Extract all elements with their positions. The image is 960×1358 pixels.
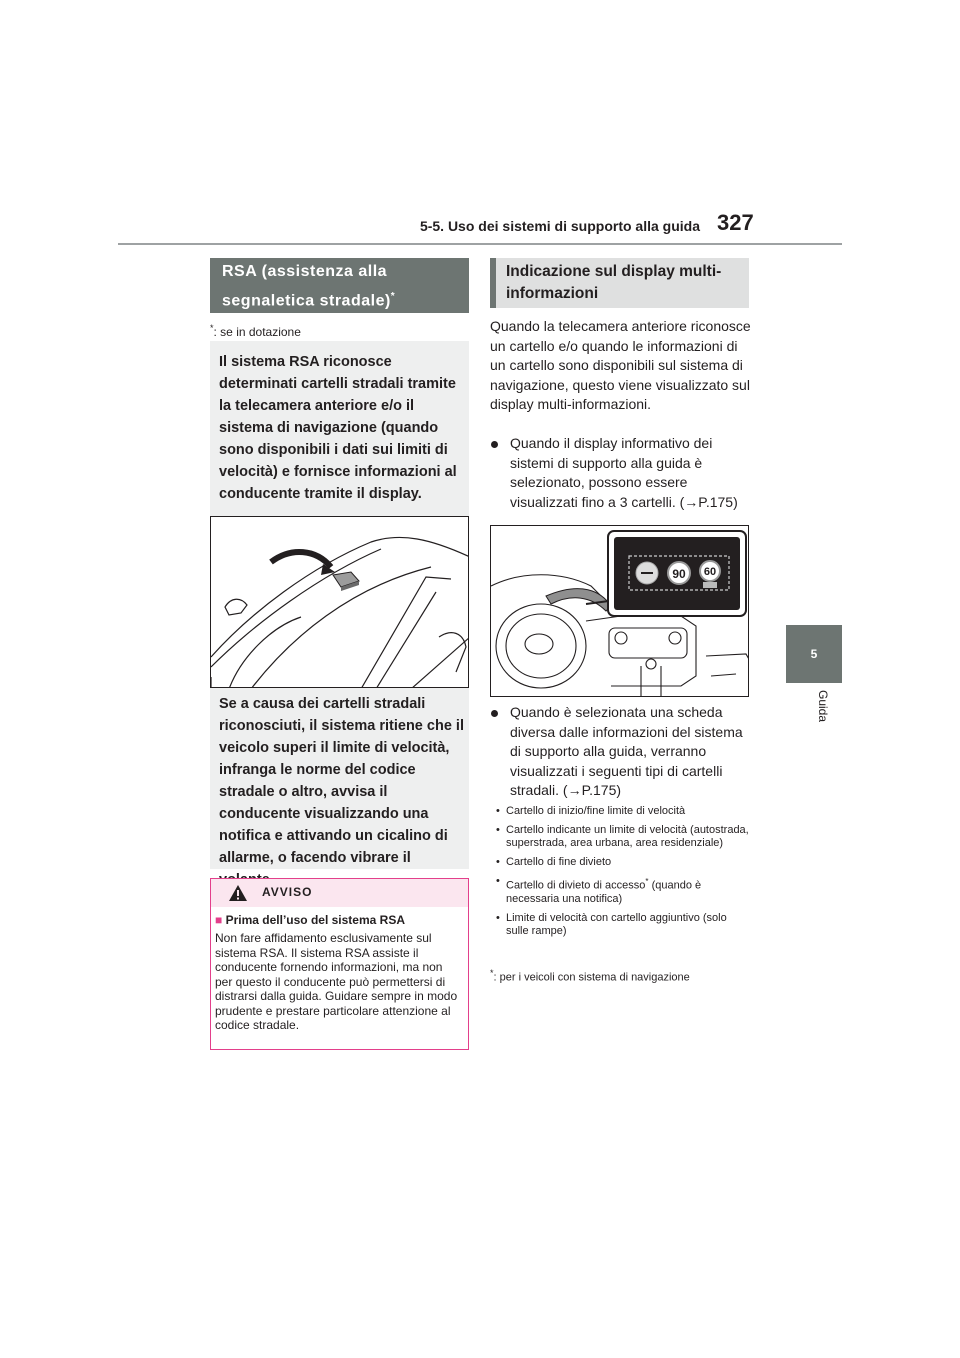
bullet-icon bbox=[491, 441, 498, 448]
dashboard-display-illustration bbox=[490, 525, 749, 697]
running-header: 5-5. Uso dei sistemi di supporto alla guida bbox=[419, 218, 700, 234]
list-item: • Cartello indicante un limite di velocità (autostrada, superstrada, area urbana, area residenziale) bbox=[496, 824, 750, 850]
heading-line-1: RSA (assistenza alla bbox=[222, 263, 388, 280]
warning-title: AVVISO bbox=[262, 885, 313, 899]
footnote-mark: * bbox=[210, 323, 214, 333]
footnote-text: : se in dotazione bbox=[213, 325, 301, 339]
footnote-optional bbox=[210, 323, 301, 339]
list-footnote-mark: * bbox=[645, 877, 649, 886]
page-number: 327 bbox=[717, 210, 754, 235]
intro-paragraph: Il sistema RSA riconosce determinati cartelli stradali tramite la telecamera anteriore e/o il sistema di navigazione (quando sono disponibili i dati sui limiti di velocità) e fornisce informazioni al conducente tramite il display. bbox=[219, 354, 457, 502]
windshield-camera-illustration bbox=[210, 516, 469, 688]
warning-triangle-icon bbox=[228, 884, 248, 902]
speed-sign-90: 90 bbox=[672, 567, 686, 581]
chapter-label: Guida bbox=[816, 690, 830, 723]
square-bullet-icon: ■ bbox=[215, 913, 223, 927]
heading-footnote-mark: * bbox=[390, 291, 396, 302]
section-heading-rsa bbox=[210, 258, 469, 313]
bullet-text: Quando il display informativo dei sistemi di supporto alla guida è selezionato, possono essere visualizzati fino a 3 cartelli. (→P.175) bbox=[510, 435, 738, 510]
header-divider bbox=[118, 243, 842, 245]
list-item: • Limite di velocità con cartello aggiuntivo (solo sulle rampe) bbox=[496, 912, 750, 938]
list-item-text-after: (quando è necessaria una notifica) bbox=[506, 879, 702, 905]
warning-subtitle-text: Prima dell’uso del sistema RSA bbox=[225, 913, 405, 927]
footnote-text: : per i veicoli con sistema di navigazione bbox=[493, 971, 690, 984]
warning-description: Se a causa dei cartelli stradali riconosciuti, il sistema ritiene che il veicolo superi il limite di velocità, infranga le norme del codice stradale o altro, avvisa il conducente visualizzando una notifica e attivando un cicalino di allarme, o facendo vibrare il bbox=[219, 696, 464, 866]
heading-line-2: segnaletica stradale) bbox=[222, 292, 391, 310]
footnote-navigation bbox=[490, 968, 690, 984]
section-heading-display: Indicazione sul display multi-informazioni bbox=[490, 258, 749, 308]
windshield-svg bbox=[211, 517, 469, 688]
footnote-mark: * bbox=[490, 968, 494, 978]
chapter-tab[interactable]: 5 bbox=[786, 625, 842, 683]
display-intro: Quando la telecamera anteriore riconosce un cartello e/o quando le informazioni di un cartello sono disponibili sul sistema di navigazione, questo viene visualizzato sul display multi-informazioni. bbox=[490, 318, 751, 412]
list-item bbox=[496, 875, 750, 906]
sign-type-list bbox=[496, 805, 750, 944]
bullet-item bbox=[491, 703, 753, 801]
dashboard-svg bbox=[491, 526, 749, 697]
list-item: • Cartello di fine divieto bbox=[496, 856, 750, 869]
speed-sign-60: 60 bbox=[703, 566, 717, 578]
warning-body: Non fare affidamento esclusivamente sul sistema RSA. Il sistema RSA assiste il conducente fornendo informazioni, ma non per questo il conducente può permettersi di distrarsi dalla guida. Guidare sempre in modo prudente e prestare particolare attenzione al codice stradale. bbox=[215, 931, 458, 1032]
bullet-item bbox=[491, 434, 753, 512]
bullet-icon bbox=[491, 710, 498, 717]
bullet-text: Quando è selezionata una scheda diversa dalle informazioni del sistema di supporto alla guida, verranno visualizzati i seguenti tipi di cartelli stradali. (→P.175) bbox=[510, 704, 743, 798]
list-item: • Cartello di inizio/fine limite di velocità bbox=[496, 805, 750, 818]
list-item-text: Cartello di divieto di accesso bbox=[506, 879, 646, 892]
warning-subtitle bbox=[215, 913, 405, 927]
warning-header bbox=[211, 879, 468, 907]
